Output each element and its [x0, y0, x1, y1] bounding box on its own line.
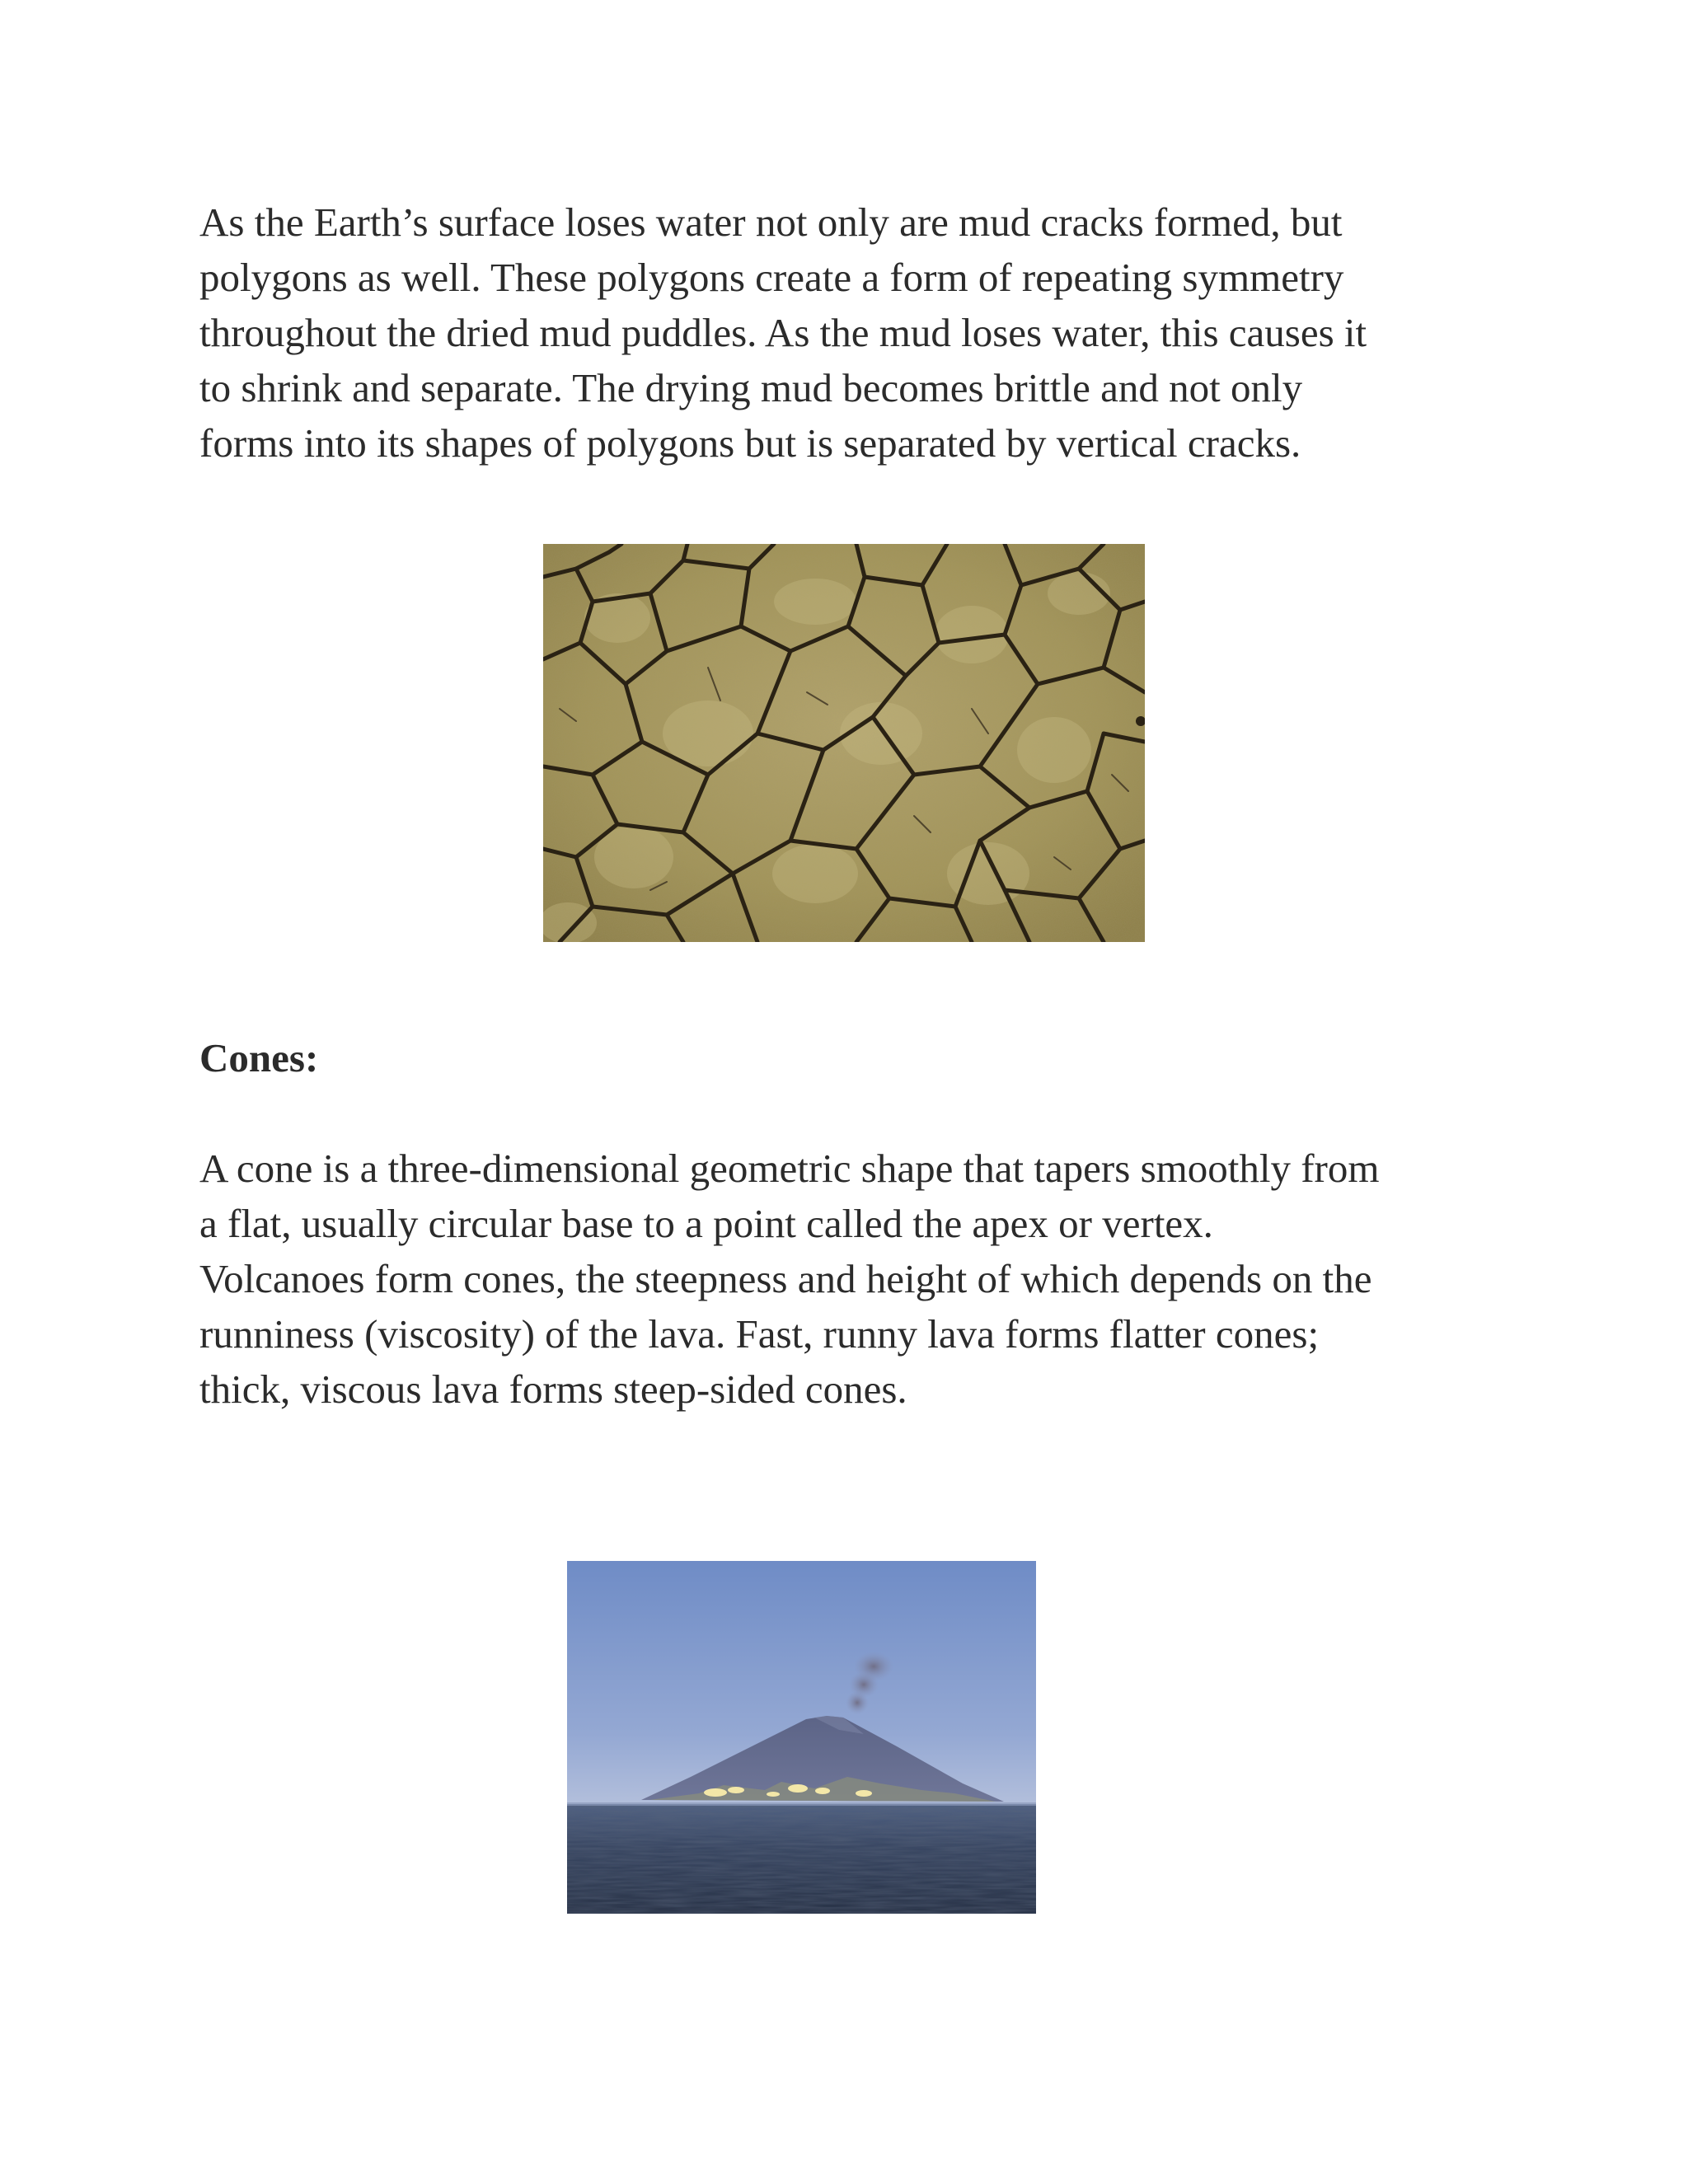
text-line: thick, viscous lava forms steep-sided cones. [199, 1366, 907, 1412]
text-line: a flat, usually circular base to a point called the apex or vertex. [199, 1201, 1213, 1246]
volcano-photo [567, 1561, 1036, 1914]
text-line: forms into its shapes of polygons but is separated by vertical cracks. [199, 420, 1301, 466]
mud-cracks-photo [543, 544, 1145, 942]
text-line: to shrink and separate. The drying mud becomes brittle and not only [199, 365, 1303, 410]
text-line: runniness (viscosity) of the lava. Fast, runny lava forms flatter cones; [199, 1311, 1320, 1357]
paragraph-mud-cracks [199, 194, 1518, 471]
text-line: A cone is a three-dimensional geometric shape that tapers smoothly from [199, 1146, 1380, 1191]
text-line: As the Earth’s surface loses water not only are mud cracks formed, but [199, 199, 1343, 245]
text-line: Volcanoes form cones, the steepness and height of which depends on the [199, 1256, 1372, 1301]
section-heading: Cones: [199, 1035, 319, 1080]
text-line: throughout the dried mud puddles. As the mud loses water, this causes it [199, 310, 1367, 355]
paragraph-cones [199, 1141, 1518, 1417]
text-line: polygons as well. These polygons create a form of repeating symmetry [199, 255, 1344, 300]
